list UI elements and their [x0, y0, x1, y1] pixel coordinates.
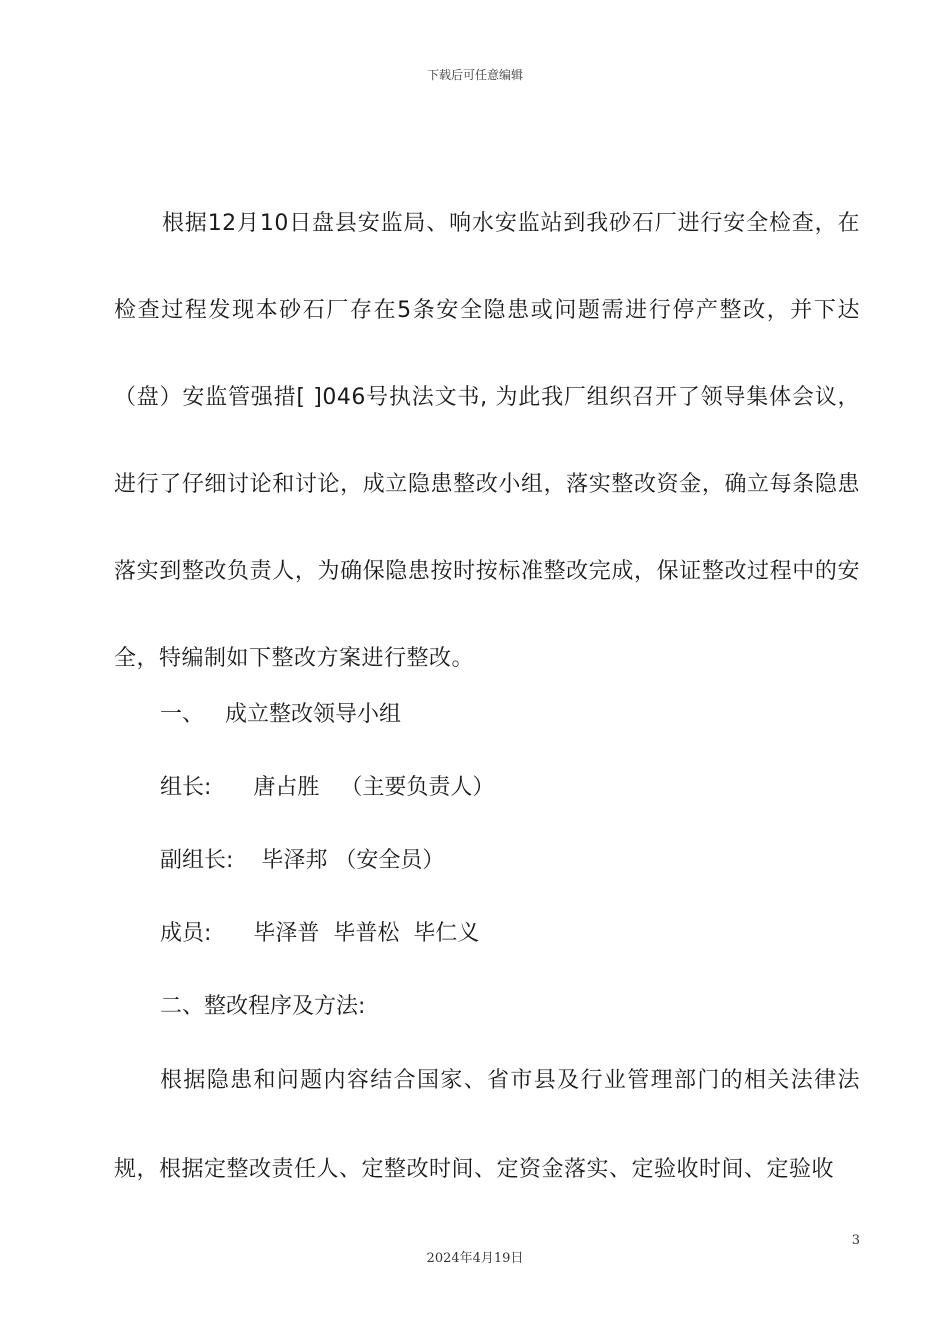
deputy-leader-line: 副组长: 毕泽邦 （安全员） — [160, 848, 445, 873]
leader-line: 组长: 唐占胜 （主要负责人） — [160, 775, 495, 800]
section-two-paragraph: 根据隐患和问题内容结合国家、省市县及行业管理部门的相关法律法规，根据定整改责任人、定整改时间、定资金落实、定验收时间、定验收 — [114, 1068, 860, 1182]
page-number: 3 — [851, 1233, 860, 1248]
footer-date: 2024年4月19日 — [426, 1251, 524, 1266]
section-one-heading: 一、 成立整改领导小组 — [160, 702, 401, 727]
page-header: 下载后可任意编辑 — [426, 68, 523, 82]
members-line: 成员: 毕泽普 毕普松 毕仁义 — [160, 921, 480, 946]
intro-paragraph: 根据12月10日盘县安监局、响水安监站到我砂石厂进行安全检查，在检查过程发现本砂石厂存在5条安全隐患或问题需进行停产整改，并下达（盘）安监管强措[ ]046号执法文书, 为此我厂组织召开了领导集体会议，进行了仔细讨论和讨论，成立隐患整改小组，落实整改资金，确立每条隐患落实到整改负责人，为确保隐患按时按标准整改完成，保证整改过程中的安全，特编制如下整改方案进行整改。 — [114, 211, 860, 671]
section-two-heading: 二、整改程序及方法: — [160, 994, 366, 1019]
document-body — [114, 180, 860, 702]
